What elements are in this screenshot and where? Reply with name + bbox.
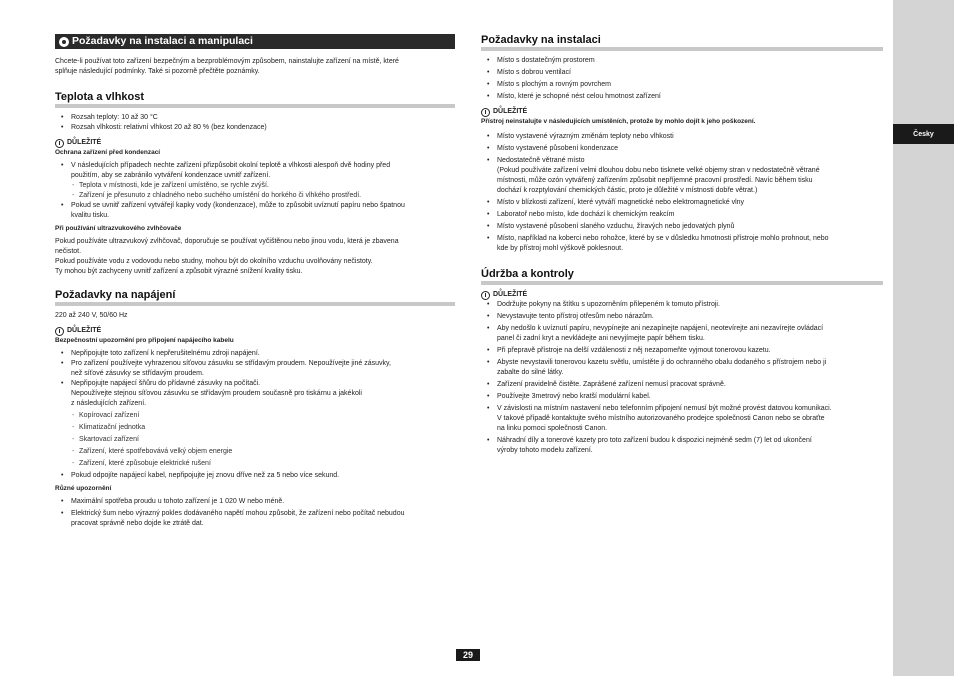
important-note — [55, 326, 455, 336]
list-item: • Místo v blízkosti zařízení, které vytváří magnetické nebo elektromagnetické vlny — [481, 198, 883, 208]
list-item — [55, 359, 455, 379]
left-column — [55, 34, 455, 529]
important-label: DŮLEŽITÉ — [67, 139, 102, 146]
sub-item: - Skartovací zařízení — [55, 435, 455, 445]
list-item: • Místo s dobrou ventilací — [481, 68, 883, 78]
condensation-list — [55, 161, 455, 221]
humidifier-heading: Při používání ultrazvukového zvlhčovače — [55, 225, 182, 232]
line: panel či zadní kryt a nevkládejte ani nevyjímejte papír během tisku. — [497, 335, 705, 342]
misc-list — [55, 497, 455, 529]
condensation-heading: Ochrana zařízení před kondenzací — [55, 149, 161, 156]
line: než síťové zásuvky se střídavým proudem. — [71, 370, 204, 377]
list-item — [481, 324, 883, 344]
power-spec: 220 až 240 V, 50/60 Hz — [55, 312, 128, 319]
important-label: DŮLEŽITÉ — [493, 108, 528, 115]
maintenance-list — [481, 300, 883, 456]
line: Nepřipojujte napájecí šňůru do přídavné zásuvky na počítači. — [71, 380, 261, 387]
line: Pokud se uvnitř zařízení vytvářejí kapky vody (kondenzace), může to způsobit uvíznutí papíru nebo špatnou — [71, 202, 405, 209]
sub-item: - Zařízení je přesunuto z chladného nebo suchého umístění do horkého či vlhkého prostředí. — [55, 191, 455, 201]
line: V závislosti na místním nastavení nebo telefonním připojení nemusí být možné provést datovou komunikaci. — [497, 405, 832, 412]
line: na linku pomoci společnosti Canon. — [497, 425, 608, 432]
list-item — [55, 161, 455, 181]
list-item: • Místo vystavené působení kondenzace — [481, 144, 883, 154]
important-note — [481, 290, 883, 300]
list-item — [481, 156, 883, 196]
list-item: • Maximální spotřeba proudu u tohoto zařízení je 1 020 W nebo méně. — [55, 497, 455, 507]
list-item — [481, 436, 883, 456]
list-item: • Při přepravě přístroje na delší vzdálenosti z něj nezapomeňte vyjmout tonerovou kazetu. — [481, 346, 883, 356]
humidifier-text: nečistot. — [55, 248, 82, 255]
intro-line: splňuje následující podmínky. Také si pozorně přečtěte poznámky. — [55, 68, 260, 75]
sub-item: - Klimatizační jednotka — [55, 423, 455, 433]
line: Nedostatečně větrané místo — [497, 157, 585, 164]
list-item: • Nevystavujte tento přístroj otřesům nebo nárazům. — [481, 312, 883, 322]
list-item: • Nepřipojujte toto zařízení k nepřerušitelnému zdroji napájení. — [55, 349, 455, 359]
humidifier-text: Ty mohou být zachyceny uvnitř zařízení a způsobit výrazné snížení kvality tisku. — [55, 268, 303, 275]
sub-item: - Zařízení, které spotřebovává velký objem energie — [55, 447, 455, 457]
line: dochází k rozptylování chemických částic, proto je důležité v místnosti dobře větrat.) — [497, 187, 758, 194]
line: pracovat správně nebo dojde ke ztrátě dat. — [71, 520, 204, 527]
line: Abyste nevystavili tonerovou kazetu světlu, umístěte ji do ochranného obalu dodaného s přístrojem nebo ji — [497, 359, 827, 366]
line: kde by přístroj mohl výškově poklesnout. — [497, 245, 624, 252]
line: Pro zařízení používejte vyhrazenou síťovou zásuvku se střídavým proudem. Nepoužívejte jiné zásuvky, — [71, 360, 391, 367]
list-item — [481, 234, 883, 254]
list-item — [55, 379, 455, 409]
info-icon — [55, 139, 64, 148]
maintenance-heading: Údržba a kontroly — [481, 268, 883, 285]
important-label: DŮLEŽITÉ — [67, 327, 102, 334]
important-label: DŮLEŽITÉ — [493, 291, 528, 298]
side-strip — [893, 0, 954, 676]
line: Nepoužívejte stejnou síťovou zásuvku se střídavým proudem současně pro tiskárnu a jakékoli — [71, 390, 362, 397]
list-item — [55, 509, 455, 529]
list-item: • Používejte 3metrový nebo kratší modulární kabel. — [481, 392, 883, 402]
line: Aby nedošlo k uvíznutí papíru, nevypínejte ani nezapínejte napájení, neotevírejte ani nezavírejte ovládací — [497, 325, 824, 332]
list-item: • Místo s dostatečným prostorem — [481, 56, 883, 66]
list-item: • Zařízení pravidelně čistěte. Zaprášené zařízení nemusí pracovat správně. — [481, 380, 883, 390]
line: Místo, například na koberci nebo rohožce, které by se v důsledku hmotnosti přístroje mohlo prohnout, nebo — [497, 235, 829, 242]
sub-item: - Kopírovací zařízení — [55, 411, 455, 421]
language-tab[interactable] — [893, 124, 954, 144]
misc-heading: Různé upozornění — [55, 485, 112, 492]
list-item: • Místo vystavené výrazným změnám teploty nebo vlhkosti — [481, 132, 883, 142]
line: místnosti, může ozón vytvářený zařízením způsobit nepříjemné pracovní prostředí. Navíc během tisku — [497, 177, 813, 184]
list-item: • Dodržujte pokyny na štítku s upozorněním přilepeném k tomuto přístroji. — [481, 300, 883, 310]
list-item: • Místo s plochým a rovným povrchem — [481, 80, 883, 90]
line: použitím, aby se zabránilo vytváření kondenzace uvnitř zařízení. — [71, 172, 271, 179]
info-icon — [55, 327, 64, 336]
page-number: 29 — [456, 649, 480, 661]
list-item — [481, 404, 883, 434]
list-item: • Rozsah teploty: 10 až 30 °C — [55, 113, 455, 123]
line: V takové případě kontaktujte svého místního autorizovaného prodejce společnosti Canon nebo se obraťte — [497, 415, 825, 422]
list-item: • Místo, které je schopné nést celou hmotnost zařízení — [481, 92, 883, 102]
line: V následujících případech nechte zařízení přizpůsobit okolní teplotě a vlhkosti alespoň dvě hodiny před — [71, 162, 391, 169]
right-column — [481, 34, 883, 456]
info-icon — [481, 291, 490, 300]
power-list — [55, 349, 455, 481]
safety-heading: Bezpečnostní upozornění pro připojení napájecího kabelu — [55, 337, 234, 344]
banner-title: Požadavky na instalaci a manipulaci — [72, 35, 253, 47]
gear-icon — [59, 37, 69, 47]
section-banner — [55, 34, 455, 49]
list-item: • Pokud odpojíte napájecí kabel, nepřipojujte jej znovu dříve než za 5 nebo více sekund. — [55, 471, 455, 481]
warning-list — [481, 132, 883, 254]
line: kvalitu tisku. — [71, 212, 110, 219]
intro-line: Chcete-li používat toto zařízení bezpečným a bezproblémovým způsobem, nainstalujte zařízení na místě, které — [55, 58, 399, 65]
temp-list — [55, 113, 455, 133]
line: zabalte do silné látky. — [497, 369, 564, 376]
humidifier-text: Pokud používáte ultrazvukový zvlhčovač, doporučuje se používat vyčištěnou nebo jinou vodu, která je zbavena — [55, 238, 399, 245]
list-item — [481, 358, 883, 378]
temp-heading: Teplota a vlhkost — [55, 91, 455, 108]
line: (Pokud používáte zařízení velmi dlouhou dobu nebo tisknete velké objemy stran v nedostatečně větrané — [497, 167, 820, 174]
line: výroby tohoto modelu zařízení. — [497, 447, 593, 454]
important-note — [481, 107, 883, 117]
language-label: Česky — [913, 130, 934, 138]
list-item: • Laboratoř nebo místo, kde dochází k chemickým reakcím — [481, 210, 883, 220]
power-heading: Požadavky na napájení — [55, 289, 455, 306]
list-item: • Místo vystavené působení slaného vzduchu, žíravých nebo jedovatých plynů — [481, 222, 883, 232]
list-item: • Rozsah vlhkosti: relativní vlhkost 20 až 80 % (bez kondenzace) — [55, 123, 455, 133]
warning-heading: Přístroj neinstalujte v následujících umístěních, protože by mohlo dojít k jeho poškození. — [481, 118, 756, 125]
list-item — [55, 201, 455, 221]
sub-item: - Teplota v místnosti, kde je zařízení umístěno, se rychle zvýší. — [55, 181, 455, 191]
line: Náhradní díly a tonerové kazety pro toto zařízení budou k dispozici nejméně sedm (7) let od ukončení — [497, 437, 812, 444]
important-note — [55, 138, 455, 148]
install-list — [481, 56, 883, 102]
line: Elektrický šum nebo výrazný pokles dodávaného napětí mohou způsobit, že zařízení nebo počítač nebudou — [71, 510, 405, 517]
install-heading: Požadavky na instalaci — [481, 34, 883, 51]
sub-item: - Zařízení, které způsobuje elektrické rušení — [55, 459, 455, 469]
line: z následujících zařízení. — [71, 400, 147, 407]
info-icon — [481, 108, 490, 117]
humidifier-text: Pokud používáte vodu z vodovodu nebo studny, mohou být do okolního vzduchu uvolňovány nečistoty. — [55, 258, 373, 265]
